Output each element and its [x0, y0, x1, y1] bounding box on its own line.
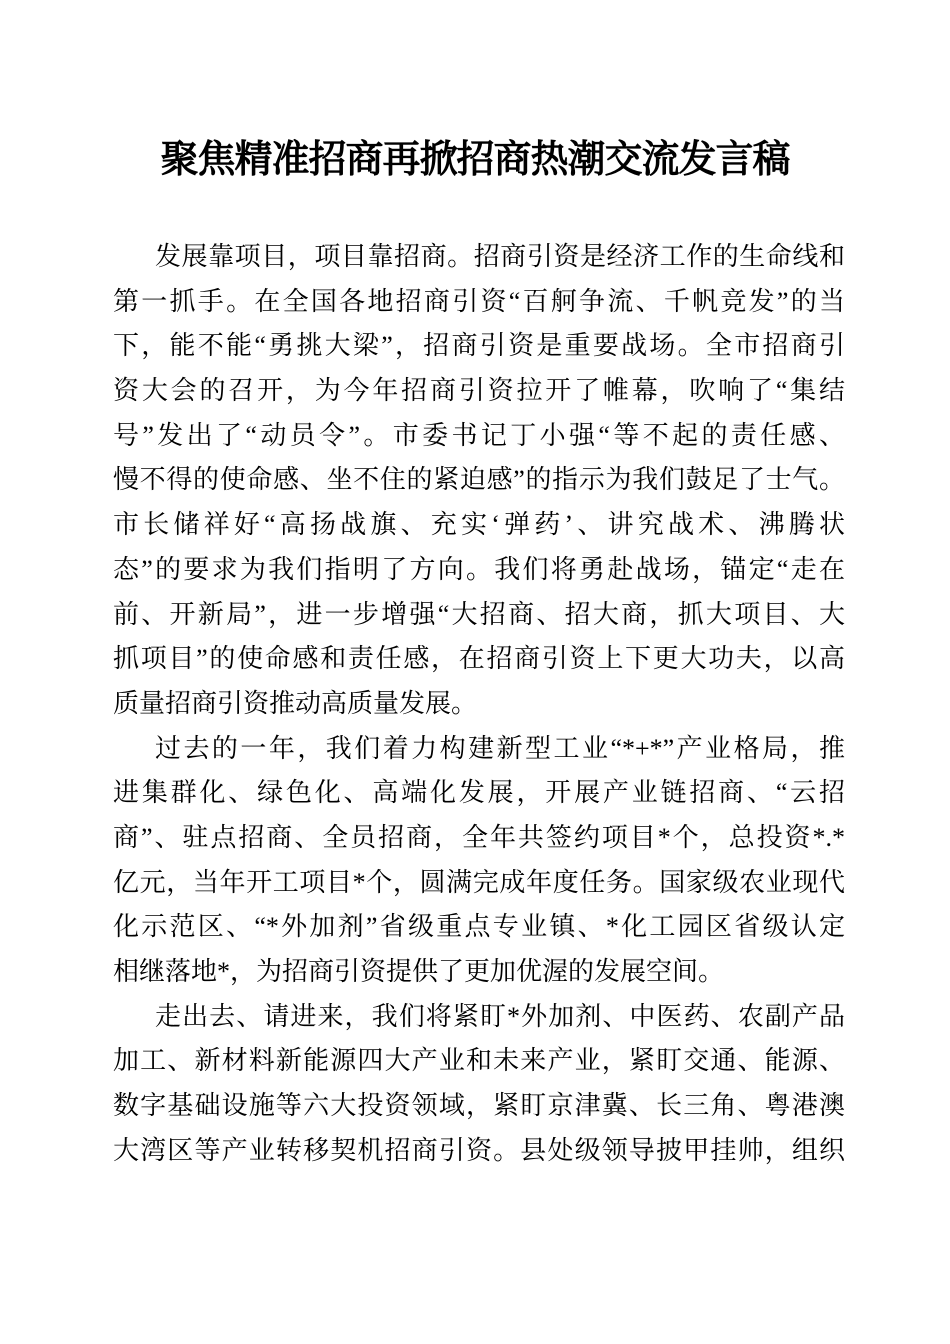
- text-line: 慢不得的使命感、坐不住的紧迫感”的指示为我们鼓足了士气。: [113, 465, 845, 495]
- text-line: 走出去、请进来，我们将紧盯*外加剂、中医药、农副产品: [155, 1001, 845, 1031]
- text-line: 数字基础设施等六大投资领域，紧盯京津冀、长三角、粤港澳: [113, 1091, 845, 1121]
- text-line: 前、开新局”，进一步增强“大招商、招大商，抓大项目、大: [113, 599, 845, 629]
- text-line: 质量招商引资推动高质量发展。: [113, 688, 478, 718]
- text-line: 亿元，当年开工项目*个，圆满完成年度任务。国家级农业现代: [113, 867, 845, 897]
- text-line: 化示范区、“*外加剂”省级重点专业镇、*化工园区省级认定: [113, 912, 845, 942]
- text-line: 下，能不能“勇挑大梁”，招商引资是重要战场。全市招商引: [113, 331, 845, 361]
- text-line: 大湾区等产业转移契机招商引资。县处级领导披甲挂帅，组织: [113, 1135, 845, 1165]
- text-line: 加工、新材料新能源四大产业和未来产业，紧盯交通、能源、: [113, 1046, 845, 1076]
- document-title: 聚焦精准招商再掀招商热潮交流发言稿: [160, 139, 790, 181]
- text-line: 商”、驻点招商、全员招商，全年共签约项目*个，总投资*.*: [113, 822, 845, 852]
- text-line: 发展靠项目，项目靠招商。招商引资是经济工作的生命线和: [155, 242, 845, 271]
- text-line: 第一抓手。在全国各地招商引资“百舸争流、千帆竞发”的当: [113, 286, 845, 316]
- text-line: 过去的一年，我们着力构建新型工业“*+*”产业格局，推: [155, 733, 845, 763]
- text-line: 号”发出了“动员令”。市委书记丁小强“等不起的责任感、: [113, 420, 845, 450]
- text-line: 态”的要求为我们指明了方向。我们将勇赴战场，锚定“走在: [113, 554, 845, 584]
- document-body: [113, 235, 845, 1173]
- text-line: 抓项目”的使命感和责任感，在招商引资上下更大功夫，以高: [113, 644, 845, 674]
- text-line: 市长储祥好“高扬战旗、充实‘弹药’、讲究战术、沸腾状: [113, 510, 845, 540]
- text-line: 相继落地*，为招商引资提供了更加优渥的发展空间。: [113, 957, 725, 986]
- text-line: 进集群化、绿色化、高端化发展，开展产业链招商、“云招: [113, 778, 845, 808]
- text-line: 资大会的召开，为今年招商引资拉开了帷幕，吹响了“集结: [113, 376, 845, 406]
